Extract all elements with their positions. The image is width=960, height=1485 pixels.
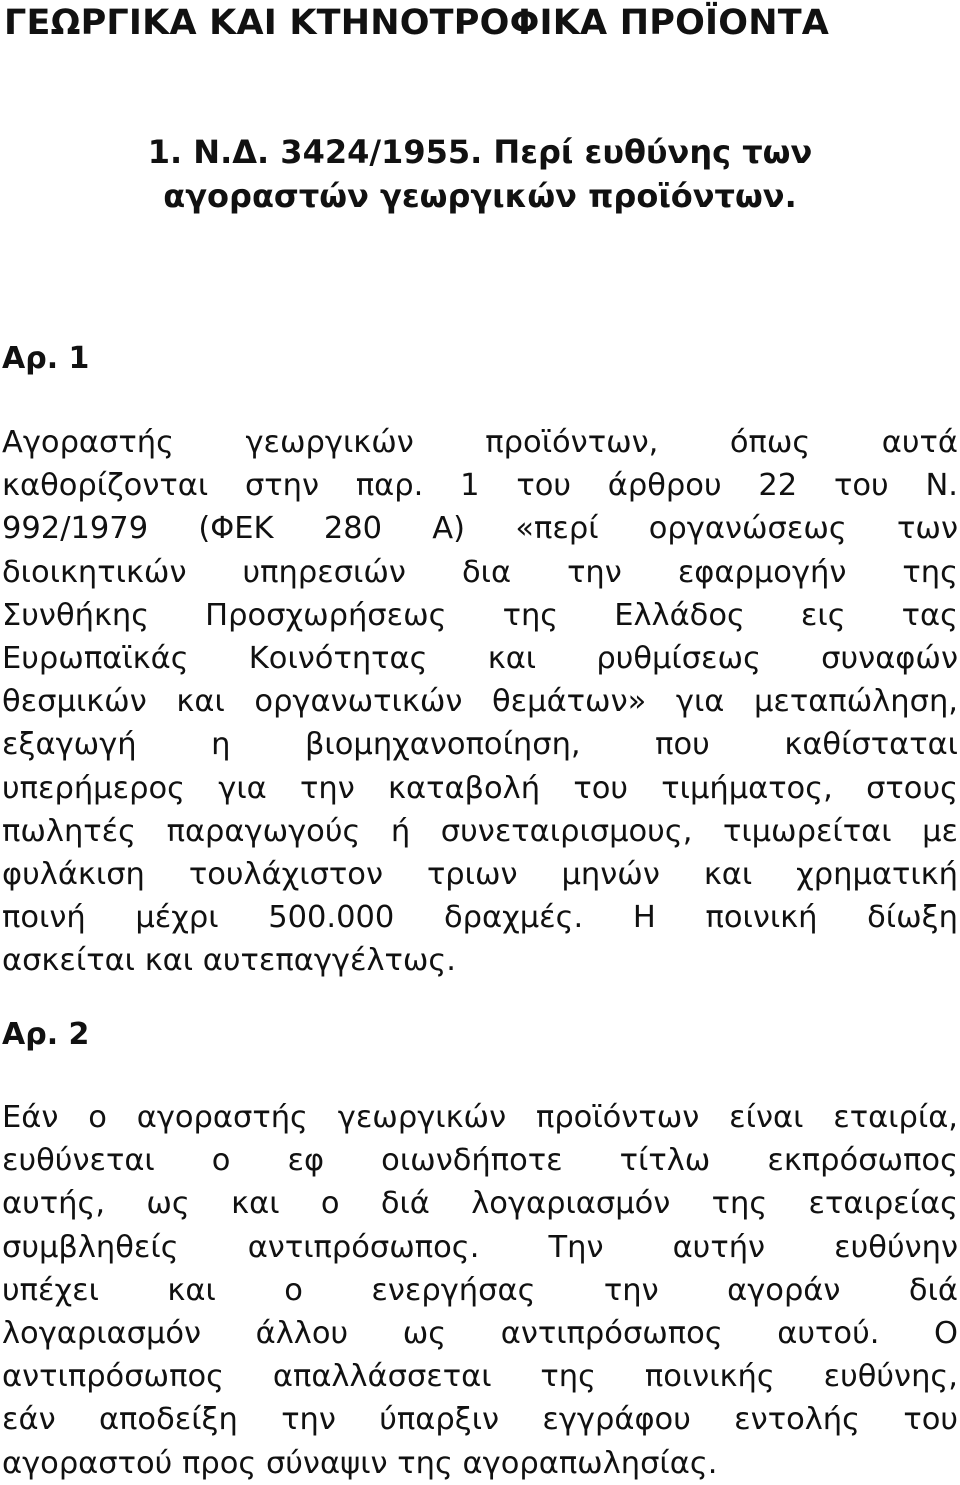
document-title: ΓΕΩΡΓΙΚΑ ΚΑΙ ΚΤΗΝΟΤΡΟΦΙΚΑ ΠΡΟΪΟΝΤΑ [4, 3, 830, 43]
article-1-line: διοικητικών υπηρεσιών δια την εφαρμογήν της [2, 554, 958, 590]
article-1-line: πωλητές παραγωγούς ή συνεταιρισμους, τιμωρείται με [2, 813, 958, 849]
article-2-body [2, 1096, 958, 1485]
article-2-line: αυτής, ως και ο διά λογαριασμόν της εταιρείας [2, 1186, 958, 1222]
law-title-line: 1. Ν.Δ. 3424/1955. Περί ευθύνης των [147, 133, 813, 171]
article-2-line: ευθύνεται ο εφ οιωνδήποτε τίτλω εκπρόσωπος [2, 1143, 958, 1179]
article-2-line: συμβληθείς αντιπρόσωπος. Την αυτήν ευθύνην [2, 1229, 958, 1265]
article-1-line: 992/1979 (ΦΕΚ 280 Α) «περί οργανώσεως των [2, 511, 958, 547]
article-1-line: ποινή μέχρι 500.000 δραχμές. Η ποινική δίωξη [2, 900, 958, 936]
article-1-line: Συνθήκης Προσχωρήσεως της Ελλάδος εις τας [2, 597, 958, 633]
article-1-line: φυλάκιση τουλάχιστον τριων μηνών και χρηματική [2, 856, 958, 892]
article-2-line: αντιπρόσωπος απαλλάσσεται της ποινικής ευθύνης, [2, 1359, 958, 1395]
article-2-line: λογαριασμόν άλλου ως αντιπρόσωπος αυτού. Ο [2, 1315, 958, 1351]
article-2-line: Εάν ο αγοραστής γεωργικών προϊόντων είναι εταιρία, [2, 1100, 958, 1135]
article-2-line: εάν αποδείξη την ύπαρξιν εγγράφου εντολής του [2, 1402, 958, 1438]
law-title-line: αγοραστών γεωργικών προϊόντων. [163, 177, 797, 215]
article-1-line: εξαγωγή η βιομηχανοποίηση, που καθίσταται [2, 727, 958, 763]
article-2-line: αγοραστού προς σύναψιν της αγοραπωλησίας. [2, 1445, 718, 1481]
article-1-line: ασκείται και αυτεπαγγέλτως. [2, 943, 457, 979]
article-2-heading: Αρ. 2 [2, 1017, 90, 1052]
article-1-line: Αγοραστής γεωργικών προϊόντων, όπως αυτά [2, 425, 958, 460]
article-1-line: Ευρωπαϊκάς Κοινότητας και ρυθμίσεως συναφών [2, 640, 958, 676]
article-1-line: θεσμικών και οργανωτικών θεμάτων» για μεταπώληση, [2, 684, 958, 720]
article-1-line: καθορίζονται στην παρ. 1 του άρθρου 22 του Ν. [2, 468, 958, 504]
article-1-heading: Αρ. 1 [2, 341, 90, 376]
article-2-line: υπέχει και ο ενεργήσας την αγοράν διά [2, 1272, 958, 1308]
article-1-body [2, 421, 958, 982]
law-title [0, 130, 960, 218]
article-1-line: υπερήμερος για την καταβολή του τιμήματος, στους [2, 770, 958, 806]
